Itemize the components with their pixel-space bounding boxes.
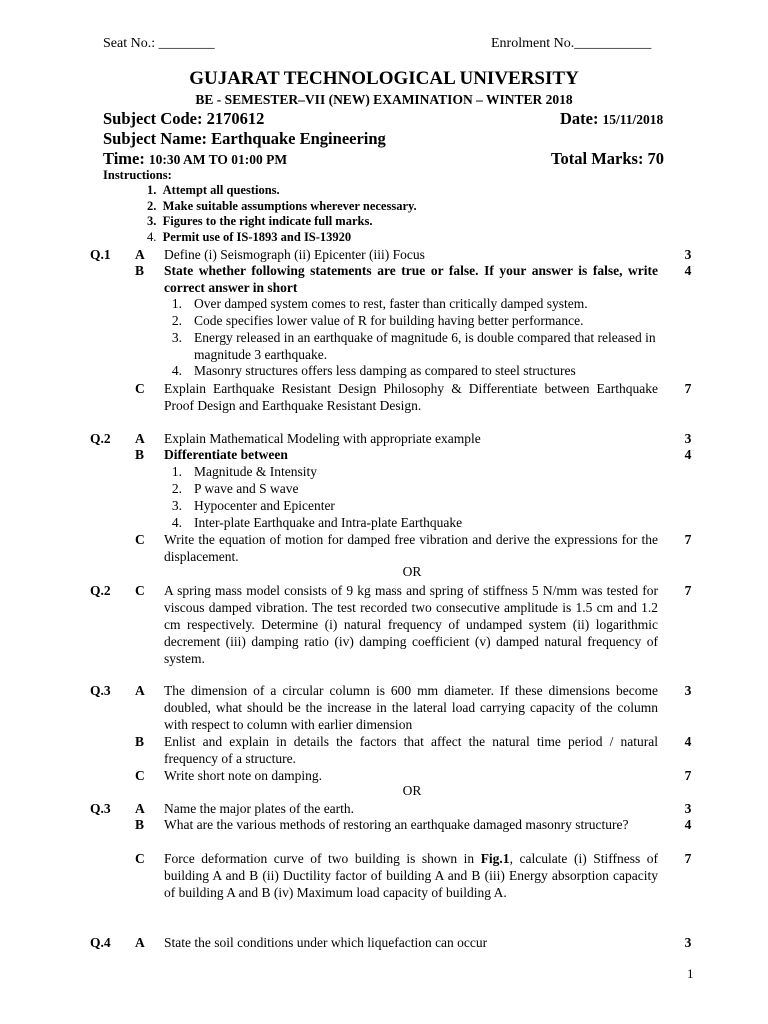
- subject-name: Subject Name: Earthquake Engineering: [103, 129, 386, 148]
- question-text: Explain Earthquake Resistant Design Philosophy & Differentiate between Earthquake Proof Design and Earthquake Resistant Design.: [164, 381, 658, 413]
- question-text: A spring mass model consists of 9 kg mass and spring of stiffness 5 N/mm was tested for viscous damped vibration. The test recorded two consecutive amplitude is 1.5 cm and 1.2 cm respectively. Determine (i) natural frequency of undamped system (ii) logarithmic decrement (iii) damping ratio (iv) damping coefficient (v) damped natural frequency of system.: [164, 583, 658, 666]
- question-marks: 7: [684, 532, 692, 547]
- question-number: Q.2: [90, 583, 111, 598]
- sub-item: 1. Over damped system comes to rest, faster than critically damped system.: [171, 296, 588, 311]
- question-text: State the soil conditions under which liquefaction can occur: [164, 935, 488, 950]
- sub-item: 3. Hypocenter and Epicenter: [171, 498, 335, 513]
- question-marks: 7: [684, 381, 692, 396]
- question-marks: 3: [684, 935, 692, 950]
- question-marks: 7: [684, 583, 692, 598]
- question-number: Q.3: [90, 801, 111, 816]
- exam-title: BE - SEMESTER–VII (NEW) EXAMINATION – WINTER 2018: [195, 92, 573, 107]
- question-letter: C: [135, 381, 145, 396]
- sub-item: 4. Masonry structures offers less damping as compared to steel structures: [171, 363, 576, 378]
- instruction-item: 1. Attempt all questions.: [147, 183, 280, 197]
- figure-reference: Fig.1: [480, 851, 510, 866]
- or-separator: OR: [402, 783, 422, 798]
- question-text: Write short note on damping.: [164, 768, 323, 783]
- question-text: Explain Mathematical Modeling with appropriate example: [164, 431, 481, 446]
- sub-item: 2. Code specifies lower value of R for building having better performance.: [171, 313, 584, 328]
- question-letter: C: [135, 768, 145, 783]
- question-letter: B: [135, 447, 145, 462]
- sub-item: 4. Inter-plate Earthquake and Intra-plate Earthquake: [171, 515, 463, 530]
- question-letter: B: [135, 734, 145, 749]
- question-number: Q.4: [90, 935, 111, 950]
- total-marks: Total Marks: 70: [551, 149, 665, 168]
- question-marks: 3: [684, 801, 692, 816]
- question-text: Differentiate between: [164, 447, 288, 462]
- instruction-item: 2. Make suitable assumptions wherever necessary.: [147, 199, 417, 213]
- question-letter: A: [135, 247, 145, 262]
- question-marks: 7: [684, 768, 692, 783]
- question-marks: 3: [684, 431, 692, 446]
- time-label: Time:: [103, 149, 145, 168]
- question-letter: C: [135, 532, 145, 547]
- question-text: The dimension of a circular column is 600 mm diameter. If these dimensions become doubled, what should be the increase in the lateral load carrying capacity of the column with respect to column with earlier dimension: [164, 683, 658, 732]
- question-marks: 7: [684, 851, 692, 866]
- time-value: 10:30 AM TO 01:00 PM: [148, 152, 288, 167]
- instruction-item: 4. Permit use of IS-1893 and IS-13920: [147, 230, 352, 244]
- question-letter: B: [135, 817, 145, 832]
- question-number: Q.1: [90, 247, 111, 262]
- enrolment-number: Enrolment No.___________: [491, 36, 652, 51]
- or-separator: OR: [402, 564, 422, 579]
- instructions-heading: Instructions:: [103, 168, 172, 182]
- question-marks: 4: [684, 734, 692, 749]
- question-marks: 3: [684, 247, 692, 262]
- sub-item: 3. Energy released in an earthquake of magnitude 6, is double compared that released in magnitude 3 earthquake.: [171, 330, 656, 362]
- question-letter: C: [135, 851, 145, 866]
- instruction-item: 3. Figures to the right indicate full marks.: [147, 214, 373, 228]
- question-text: State whether following statements are true or false. If your answer is false, write correct answer in short: [164, 263, 658, 295]
- seat-number: Seat No.: ________: [103, 36, 215, 51]
- question-letter: C: [135, 583, 145, 598]
- date-label: Date:: [560, 109, 599, 128]
- sub-item: 2. P wave and S wave: [171, 481, 299, 496]
- subject-code: Subject Code: 2170612: [103, 109, 265, 128]
- question-text: Name the major plates of the earth.: [164, 801, 355, 816]
- question-number: Q.3: [90, 683, 111, 698]
- question-letter: A: [135, 935, 145, 950]
- question-text: Force deformation curve of two building is shown in Fig.1, calculate (i) Stiffness of building A and B (ii) Ductility factor of building A and B (iii) Energy absorption capacity of building A and B (iv) Maximum load capacity of building A.: [164, 851, 658, 900]
- question-letter: A: [135, 801, 145, 816]
- question-text: Enlist and explain in details the factors that affect the natural time period / natural frequency of a structure.: [164, 734, 658, 766]
- exam-date: [560, 109, 663, 129]
- question-letter: A: [135, 431, 145, 446]
- question-text: Write the equation of motion for damped free vibration and derive the expressions for the displacement.: [164, 532, 658, 564]
- page-number: 1: [687, 966, 694, 981]
- question-marks: 3: [684, 683, 692, 698]
- exam-time: [103, 149, 287, 169]
- question-marks: 4: [684, 263, 692, 278]
- question-text: Define (i) Seismograph (ii) Epicenter (iii) Focus: [164, 247, 425, 262]
- question-number: Q.2: [90, 431, 111, 446]
- sub-item: 1. Magnitude & Intensity: [171, 464, 317, 479]
- date-value: 15/11/2018: [602, 112, 664, 127]
- question-letter: B: [135, 263, 145, 278]
- university-title: GUJARAT TECHNOLOGICAL UNIVERSITY: [189, 68, 579, 89]
- question-text: What are the various methods of restoring an earthquake damaged masonry structure?: [164, 817, 629, 832]
- question-letter: A: [135, 683, 145, 698]
- question-marks: 4: [684, 447, 692, 462]
- question-marks: 4: [684, 817, 692, 832]
